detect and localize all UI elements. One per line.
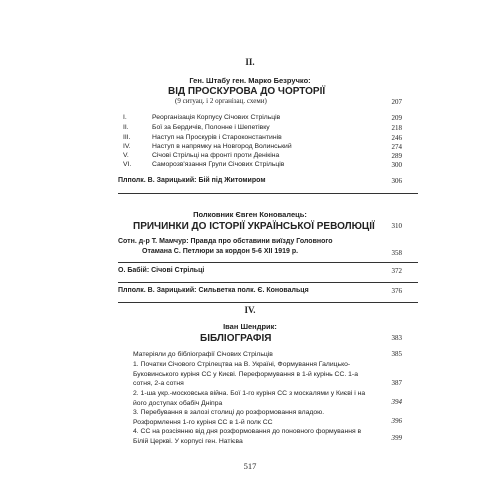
entry-page: 358	[391, 249, 402, 257]
bibliography-page: 396	[391, 417, 402, 425]
entry-title-continued: Отамана С. Петлюри за кордон 5-6 XII 1919 р.	[142, 248, 299, 255]
bibliography-item: 3. Перебування в залозі столиці до розформовання владою. Розформлення 1-го куріня СС в 1-й полк СС	[133, 409, 325, 426]
section-subtitle: (9 ситуац. і 2 організац. схеми)	[175, 97, 267, 105]
entry-title: О. Бабій: Січові Стрільці	[118, 267, 205, 274]
entry-page: 376	[391, 287, 402, 295]
page-number: 517	[243, 461, 257, 471]
section-author: Іван Шендрик:	[223, 322, 277, 331]
divider	[118, 262, 418, 263]
page-ref: 207	[391, 98, 402, 106]
section-numeral: IV.	[244, 305, 256, 315]
section-author: Ген. Штабу ген. Марко Безручко:	[189, 76, 311, 85]
chapter-page: 246	[391, 134, 402, 142]
chapter-number: V.	[123, 152, 129, 159]
chapter-title: Січові Стрільці на фронті проти Денікіна	[152, 152, 280, 159]
bibliography-page: 394	[391, 398, 402, 406]
entry-page: 306	[391, 177, 402, 185]
bibliography-page: 385	[391, 350, 402, 358]
bibliography-page: 399	[391, 434, 402, 442]
section-numeral: II.	[245, 57, 255, 67]
chapter-page: 289	[391, 152, 402, 160]
chapter-number: VI.	[123, 161, 132, 168]
chapter-title: Реорганізація Корпусу Січових Стрільців	[152, 114, 281, 121]
entry-page: 372	[391, 267, 402, 275]
section-title: ВІД ПРОСКУРОВА ДО ЧОРТОРІЇ	[168, 86, 326, 97]
chapter-page: 209	[391, 114, 402, 122]
entry-title: Сотн. д-р Т. Мамчур: Правда про обставини виїзду Головного	[118, 238, 333, 245]
chapter-number: III.	[123, 134, 131, 141]
chapter-title: Наступ на Проскурів і Староконстантинів	[152, 134, 282, 141]
bibliography-item: 2. 1-ша укр.-московська війна. Бої 1-го куріня СС з москалями у Києві і на його доступах обабіч Дніпра	[133, 390, 366, 407]
chapter-page: 274	[391, 143, 402, 151]
entry-title: Плполк. В. Зарицький: Сильветка полк. Є. Коновальця	[118, 287, 309, 294]
divider	[118, 193, 418, 194]
section-title: БІБЛІОГРАФІЯ	[200, 333, 272, 344]
page-ref: 383	[391, 334, 402, 342]
section-title: ПРИЧИНКИ ДО ІСТОРІЇ УКРАЇНСЬКОЇ РЕВОЛЮЦІЇ	[133, 221, 375, 232]
chapter-page: 218	[391, 124, 402, 132]
bibliography-page: 387	[391, 379, 402, 387]
section-author: Полковник Євген Коновалець:	[193, 210, 307, 219]
chapter-title: Бої за Бердичів, Полонне і Шепетівку	[152, 124, 270, 131]
chapter-number: I.	[123, 114, 127, 121]
divider	[118, 282, 418, 283]
chapter-number: II.	[123, 124, 129, 131]
bibliography-item: Матеріяли до бібліографії Січових Стрільців	[133, 351, 273, 358]
chapter-page: 300	[391, 161, 402, 169]
chapter-number: IV.	[123, 143, 131, 150]
chapter-title: Наступ в напрямку на Новгород Волинський	[152, 143, 292, 150]
bibliography-item: 4. СС на розсіянню від дня розформовання до поновного формування в Білій Церкві. У корпусі ген. Натієва	[133, 428, 362, 445]
bibliography-item: 1. Початки Січового Стрілецтва на В. Україні, Формування Галицько-Буковинського куріня СС у Києві. Переформування в 1-й курінь СС. 1-а сотня, 2-а сотня	[133, 361, 358, 387]
divider	[118, 302, 418, 303]
entry-title: Плполк. В. Зарицький: Бій під Житомиром	[118, 177, 266, 184]
chapter-title: Саморозв'язання Групи Січових Стрільців	[152, 161, 285, 168]
page-ref: 310	[391, 222, 402, 230]
